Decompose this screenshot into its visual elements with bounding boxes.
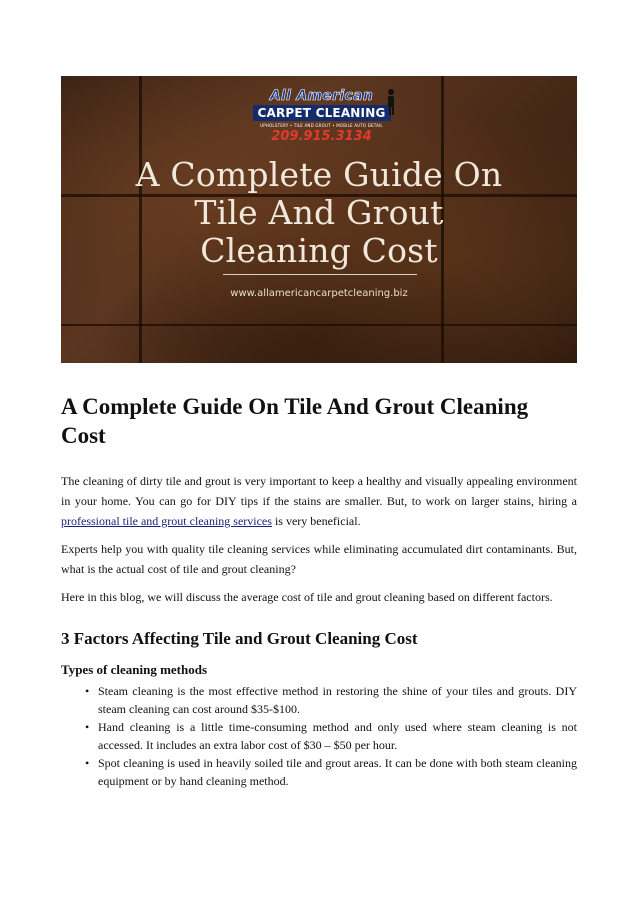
vacuum-figure-icon (384, 88, 398, 116)
tile-grout-line (61, 324, 577, 326)
blog-intro-paragraph: Here in this blog, we will discuss the average cost of tile and grout cleaning based on different factors. (61, 590, 553, 604)
article-title: A Complete Guide On Tile And Grout Cleaning Cost (61, 394, 529, 448)
list-item (61, 718, 577, 754)
company-logo (249, 88, 394, 160)
logo-tagline: UPHOLSTERY • TILE AND GROUT • MOBILE AUTO DETAIL (260, 123, 383, 128)
intro-paragraph (61, 471, 577, 531)
list-item-text: Steam cleaning is the most effective method in restoring the shine of your tiles and grouts. DIY steam cleaning can cost around $35-$100. (98, 684, 577, 716)
intro-text-end: is very beneficial. (271, 514, 361, 528)
bullet-icon: • (85, 756, 90, 770)
banner-url: www.allamericancarpetcleaning.biz (230, 288, 408, 299)
list-item-text: Hand cleaning is a little time-consuming method and only used where steam cleaning is not accessed. It includes an extra labor cost of $30 – $50 per hour. (98, 720, 577, 752)
banner-divider (223, 274, 417, 275)
bullet-icon: • (85, 684, 90, 698)
banner-headline-line: Cleaning Cost (200, 231, 438, 270)
banner-headline-line: A Complete Guide On (135, 155, 503, 194)
logo-name: All American (269, 88, 374, 104)
list-item (61, 754, 577, 790)
article-body (61, 392, 577, 790)
subheading-cleaning-methods: Types of cleaning methods (61, 662, 208, 677)
cleaning-methods-list (61, 682, 577, 790)
tile-grout-services-link[interactable]: professional tile and grout cleaning services (61, 514, 272, 528)
logo-wordmark: CARPET CLEANING (253, 105, 391, 121)
intro-text: The cleaning of dirty tile and grout is very important to keep a healthy and visually appealing environment in your home. You can go for DIY tips if the stains are smaller. But, to work on larger stains, hiring a (61, 474, 577, 508)
banner-headline (61, 156, 577, 270)
section-heading: 3 Factors Affecting Tile and Grout Cleaning Cost (61, 629, 418, 648)
hero-banner-image (61, 76, 577, 363)
list-item-text: Spot cleaning is used in heavily soiled tile and grout areas. It can be done with both steam cleaning equipment or by hand cleaning method. (98, 756, 577, 788)
bullet-icon: • (85, 720, 90, 734)
logo-phone: 209.915.3134 (271, 129, 372, 144)
experts-paragraph: Experts help you with quality tile cleaning services while eliminating accumulated dirt contaminants. But, what is the actual cost of tile and grout cleaning? (61, 542, 577, 576)
banner-headline-line: Tile And Grout (194, 193, 444, 232)
list-item (61, 682, 577, 718)
